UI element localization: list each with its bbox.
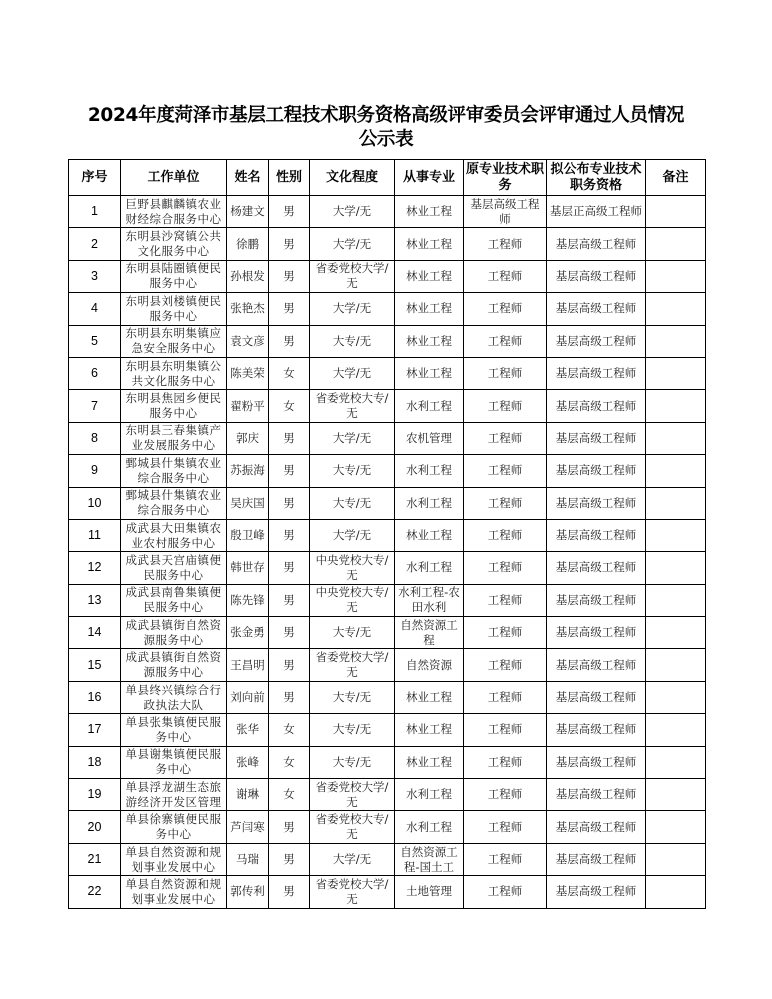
- table-row: [69, 293, 706, 325]
- cell-gender: 女: [269, 390, 310, 422]
- cell-work-unit: 成武县南鲁集镇便民服务中心: [121, 584, 227, 616]
- cell-original-title: 工程师: [464, 876, 547, 908]
- cell-name: 马瑞: [227, 843, 269, 875]
- title-line-1: 2024年度菏泽市基层工程技术职务资格高级评审委员会评审通过人员情况: [87, 105, 685, 126]
- cell-proposed-title: 基层高级工程师: [547, 649, 646, 681]
- cell-work-unit: 单县徐寨镇便民服务中心: [121, 811, 227, 843]
- cell-seq: 9: [69, 455, 121, 487]
- cell-work-unit: 成武县大田集镇农业农村服务中心: [121, 519, 227, 551]
- table-header-row: [69, 160, 706, 196]
- cell-seq: 21: [69, 843, 121, 875]
- header-seq: 序号: [69, 160, 121, 196]
- cell-name: 殷卫峰: [227, 519, 269, 551]
- cell-original-title: 工程师: [464, 228, 547, 260]
- cell-name: 吴庆国: [227, 487, 269, 519]
- cell-original-title: 工程师: [464, 811, 547, 843]
- cell-remarks: [646, 746, 706, 778]
- cell-education: 大专/无: [310, 487, 395, 519]
- cell-education: 省委党校大专/无: [310, 811, 395, 843]
- cell-remarks: [646, 228, 706, 260]
- cell-seq: 17: [69, 714, 121, 746]
- cell-original-title: 工程师: [464, 325, 547, 357]
- cell-seq: 15: [69, 649, 121, 681]
- cell-gender: 男: [269, 293, 310, 325]
- table-row: [69, 455, 706, 487]
- table-row: [69, 779, 706, 811]
- cell-proposed-title: 基层高级工程师: [547, 487, 646, 519]
- cell-proposed-title: 基层高级工程师: [547, 584, 646, 616]
- table-row: [69, 196, 706, 228]
- cell-work-unit: 成武县天宫庙镇便民服务中心: [121, 552, 227, 584]
- cell-name: 张峰: [227, 746, 269, 778]
- cell-work-unit: 鄄城县什集镇农业综合服务中心: [121, 455, 227, 487]
- cell-work-unit: 单县终兴镇综合行政执法大队: [121, 681, 227, 713]
- cell-education: 大学/无: [310, 196, 395, 228]
- header-name: 姓名: [227, 160, 269, 196]
- cell-specialty: 林业工程: [395, 519, 464, 551]
- cell-remarks: [646, 649, 706, 681]
- table-row: [69, 681, 706, 713]
- cell-remarks: [646, 843, 706, 875]
- cell-name: 孙根发: [227, 260, 269, 292]
- cell-education: 省委党校大学/无: [310, 779, 395, 811]
- cell-original-title: 工程师: [464, 649, 547, 681]
- cell-proposed-title: 基层高级工程师: [547, 552, 646, 584]
- cell-gender: 男: [269, 422, 310, 454]
- cell-specialty: 自然资源工程-国土工: [395, 843, 464, 875]
- cell-education: 大专/无: [310, 455, 395, 487]
- cell-gender: 男: [269, 649, 310, 681]
- cell-specialty: 林业工程: [395, 293, 464, 325]
- cell-seq: 18: [69, 746, 121, 778]
- cell-original-title: 工程师: [464, 487, 547, 519]
- cell-work-unit: 东明县刘楼镇便民服务中心: [121, 293, 227, 325]
- page-title: [40, 104, 732, 152]
- cell-remarks: [646, 390, 706, 422]
- cell-original-title: 工程师: [464, 260, 547, 292]
- cell-seq: 13: [69, 584, 121, 616]
- cell-education: 大专/无: [310, 746, 395, 778]
- cell-specialty: 自然资源: [395, 649, 464, 681]
- table-row: [69, 487, 706, 519]
- cell-remarks: [646, 876, 706, 908]
- cell-specialty: 林业工程: [395, 325, 464, 357]
- cell-work-unit: 单县自然资源和规划事业发展中心: [121, 876, 227, 908]
- table-row: [69, 746, 706, 778]
- header-work-unit: 工作单位: [121, 160, 227, 196]
- cell-education: 中央党校大专/无: [310, 584, 395, 616]
- cell-specialty: 水利工程: [395, 779, 464, 811]
- cell-education: 大学/无: [310, 357, 395, 389]
- cell-proposed-title: 基层高级工程师: [547, 390, 646, 422]
- cell-work-unit: 单县自然资源和规划事业发展中心: [121, 843, 227, 875]
- cell-seq: 12: [69, 552, 121, 584]
- cell-specialty: 林业工程: [395, 196, 464, 228]
- cell-remarks: [646, 519, 706, 551]
- cell-specialty: 林业工程: [395, 746, 464, 778]
- cell-original-title: 工程师: [464, 617, 547, 649]
- cell-gender: 男: [269, 519, 310, 551]
- cell-name: 刘向前: [227, 681, 269, 713]
- cell-name: 陈美荣: [227, 357, 269, 389]
- cell-gender: 男: [269, 876, 310, 908]
- cell-specialty: 水利工程: [395, 455, 464, 487]
- header-remarks: 备注: [646, 160, 706, 196]
- cell-work-unit: 巨野县麒麟镇农业财经综合服务中心: [121, 196, 227, 228]
- header-education: 文化程度: [310, 160, 395, 196]
- cell-remarks: [646, 811, 706, 843]
- cell-specialty: 林业工程: [395, 681, 464, 713]
- table-row: [69, 325, 706, 357]
- cell-seq: 8: [69, 422, 121, 454]
- cell-work-unit: 成武县镇街自然资源服务中心: [121, 649, 227, 681]
- cell-name: 翟粉平: [227, 390, 269, 422]
- cell-proposed-title: 基层高级工程师: [547, 681, 646, 713]
- cell-seq: 11: [69, 519, 121, 551]
- cell-proposed-title: 基层高级工程师: [547, 357, 646, 389]
- cell-proposed-title: 基层高级工程师: [547, 843, 646, 875]
- cell-gender: 男: [269, 681, 310, 713]
- header-specialty: 从事专业: [395, 160, 464, 196]
- table-row: [69, 584, 706, 616]
- cell-specialty: 水利工程: [395, 487, 464, 519]
- cell-seq: 20: [69, 811, 121, 843]
- cell-name: 张艳杰: [227, 293, 269, 325]
- cell-education: 大学/无: [310, 843, 395, 875]
- cell-name: 谢琳: [227, 779, 269, 811]
- cell-specialty: 农机管理: [395, 422, 464, 454]
- cell-remarks: [646, 552, 706, 584]
- cell-seq: 10: [69, 487, 121, 519]
- cell-remarks: [646, 714, 706, 746]
- table-row: [69, 617, 706, 649]
- cell-work-unit: 东明县东明集镇应急安全服务中心: [121, 325, 227, 357]
- cell-specialty: 林业工程: [395, 228, 464, 260]
- table-row: [69, 714, 706, 746]
- cell-specialty: 林业工程: [395, 260, 464, 292]
- cell-remarks: [646, 422, 706, 454]
- cell-work-unit: 东明县焦园乡便民服务中心: [121, 390, 227, 422]
- cell-remarks: [646, 681, 706, 713]
- cell-original-title: 工程师: [464, 843, 547, 875]
- cell-work-unit: 东明县东明集镇公共文化服务中心: [121, 357, 227, 389]
- cell-proposed-title: 基层高级工程师: [547, 811, 646, 843]
- cell-gender: 男: [269, 843, 310, 875]
- table-row: [69, 552, 706, 584]
- cell-remarks: [646, 779, 706, 811]
- table-row: [69, 260, 706, 292]
- title-line-2: 公示表: [358, 129, 414, 150]
- cell-original-title: 工程师: [464, 390, 547, 422]
- cell-education: 大专/无: [310, 714, 395, 746]
- cell-proposed-title: 基层高级工程师: [547, 876, 646, 908]
- cell-education: 省委党校大专/无: [310, 390, 395, 422]
- table-row: [69, 390, 706, 422]
- cell-education: 大专/无: [310, 681, 395, 713]
- cell-name: 袁文彦: [227, 325, 269, 357]
- cell-gender: 女: [269, 714, 310, 746]
- cell-specialty: 土地管理: [395, 876, 464, 908]
- cell-seq: 3: [69, 260, 121, 292]
- cell-education: 省委党校大学/无: [310, 649, 395, 681]
- cell-education: 大专/无: [310, 325, 395, 357]
- cell-proposed-title: 基层高级工程师: [547, 422, 646, 454]
- cell-gender: 男: [269, 455, 310, 487]
- cell-gender: 男: [269, 811, 310, 843]
- table-row: [69, 519, 706, 551]
- cell-proposed-title: 基层高级工程师: [547, 714, 646, 746]
- cell-original-title: 工程师: [464, 746, 547, 778]
- table-row: [69, 649, 706, 681]
- cell-proposed-title: 基层正高级工程师: [547, 196, 646, 228]
- table-row: [69, 876, 706, 908]
- cell-proposed-title: 基层高级工程师: [547, 519, 646, 551]
- cell-seq: 22: [69, 876, 121, 908]
- cell-proposed-title: 基层高级工程师: [547, 779, 646, 811]
- cell-remarks: [646, 455, 706, 487]
- cell-name: 杨建文: [227, 196, 269, 228]
- cell-gender: 男: [269, 228, 310, 260]
- cell-proposed-title: 基层高级工程师: [547, 455, 646, 487]
- cell-gender: 男: [269, 196, 310, 228]
- cell-work-unit: 东明县陆圈镇便民服务中心: [121, 260, 227, 292]
- cell-gender: 女: [269, 779, 310, 811]
- cell-name: 韩世存: [227, 552, 269, 584]
- cell-seq: 4: [69, 293, 121, 325]
- header-proposed-title: 拟公布专业技术职务资格: [547, 160, 646, 196]
- cell-name: 郭传利: [227, 876, 269, 908]
- cell-education: 大学/无: [310, 293, 395, 325]
- cell-seq: 7: [69, 390, 121, 422]
- cell-specialty: 水利工程: [395, 390, 464, 422]
- cell-seq: 1: [69, 196, 121, 228]
- cell-education: 省委党校大学/无: [310, 260, 395, 292]
- header-gender: 性别: [269, 160, 310, 196]
- cell-proposed-title: 基层高级工程师: [547, 228, 646, 260]
- cell-name: 张金勇: [227, 617, 269, 649]
- table-row: [69, 228, 706, 260]
- cell-proposed-title: 基层高级工程师: [547, 325, 646, 357]
- cell-name: 张华: [227, 714, 269, 746]
- cell-original-title: 基层高级工程师: [464, 196, 547, 228]
- header-original-title: 原专业技术职务: [464, 160, 547, 196]
- cell-gender: 男: [269, 487, 310, 519]
- cell-education: 省委党校大学/无: [310, 876, 395, 908]
- cell-original-title: 工程师: [464, 357, 547, 389]
- cell-education: 中央党校大专/无: [310, 552, 395, 584]
- cell-name: 徐鹏: [227, 228, 269, 260]
- cell-gender: 女: [269, 746, 310, 778]
- cell-original-title: 工程师: [464, 714, 547, 746]
- cell-remarks: [646, 487, 706, 519]
- cell-name: 芦闫寒: [227, 811, 269, 843]
- cell-remarks: [646, 357, 706, 389]
- cell-work-unit: 东明县沙窝镇公共文化服务中心: [121, 228, 227, 260]
- cell-seq: 5: [69, 325, 121, 357]
- cell-seq: 6: [69, 357, 121, 389]
- cell-original-title: 工程师: [464, 455, 547, 487]
- table-body: [69, 196, 706, 909]
- cell-proposed-title: 基层高级工程师: [547, 260, 646, 292]
- table-row: [69, 422, 706, 454]
- cell-specialty: 水利工程: [395, 811, 464, 843]
- cell-education: 大学/无: [310, 228, 395, 260]
- cell-remarks: [646, 617, 706, 649]
- cell-proposed-title: 基层高级工程师: [547, 617, 646, 649]
- cell-original-title: 工程师: [464, 552, 547, 584]
- cell-gender: 男: [269, 260, 310, 292]
- cell-work-unit: 鄄城县什集镇农业综合服务中心: [121, 487, 227, 519]
- cell-education: 大学/无: [310, 422, 395, 454]
- cell-original-title: 工程师: [464, 584, 547, 616]
- cell-name: 苏振海: [227, 455, 269, 487]
- personnel-table: [68, 159, 706, 909]
- cell-work-unit: 单县浮龙湖生态旅游经济开发区管理: [121, 779, 227, 811]
- cell-gender: 男: [269, 552, 310, 584]
- cell-remarks: [646, 325, 706, 357]
- cell-remarks: [646, 584, 706, 616]
- cell-original-title: 工程师: [464, 519, 547, 551]
- table-row: [69, 843, 706, 875]
- cell-seq: 19: [69, 779, 121, 811]
- cell-gender: 男: [269, 584, 310, 616]
- cell-work-unit: 东明县三春集镇产业发展服务中心: [121, 422, 227, 454]
- cell-remarks: [646, 260, 706, 292]
- cell-specialty: 林业工程: [395, 714, 464, 746]
- cell-original-title: 工程师: [464, 422, 547, 454]
- cell-seq: 16: [69, 681, 121, 713]
- cell-seq: 2: [69, 228, 121, 260]
- cell-gender: 男: [269, 325, 310, 357]
- cell-work-unit: 成武县镇街自然资源服务中心: [121, 617, 227, 649]
- cell-original-title: 工程师: [464, 779, 547, 811]
- cell-name: 王昌明: [227, 649, 269, 681]
- cell-specialty: 水利工程: [395, 552, 464, 584]
- cell-proposed-title: 基层高级工程师: [547, 746, 646, 778]
- cell-gender: 女: [269, 357, 310, 389]
- cell-specialty: 自然资源工程: [395, 617, 464, 649]
- cell-work-unit: 单县张集镇便民服务中心: [121, 714, 227, 746]
- cell-education: 大专/无: [310, 617, 395, 649]
- table-row: [69, 811, 706, 843]
- cell-specialty: 林业工程: [395, 357, 464, 389]
- cell-name: 郭庆: [227, 422, 269, 454]
- cell-specialty: 水利工程-农田水利: [395, 584, 464, 616]
- cell-proposed-title: 基层高级工程师: [547, 293, 646, 325]
- cell-original-title: 工程师: [464, 293, 547, 325]
- cell-original-title: 工程师: [464, 681, 547, 713]
- table-row: [69, 357, 706, 389]
- cell-remarks: [646, 293, 706, 325]
- cell-work-unit: 单县谢集镇便民服务中心: [121, 746, 227, 778]
- cell-remarks: [646, 196, 706, 228]
- cell-gender: 男: [269, 617, 310, 649]
- cell-name: 陈先锋: [227, 584, 269, 616]
- cell-education: 大学/无: [310, 519, 395, 551]
- cell-seq: 14: [69, 617, 121, 649]
